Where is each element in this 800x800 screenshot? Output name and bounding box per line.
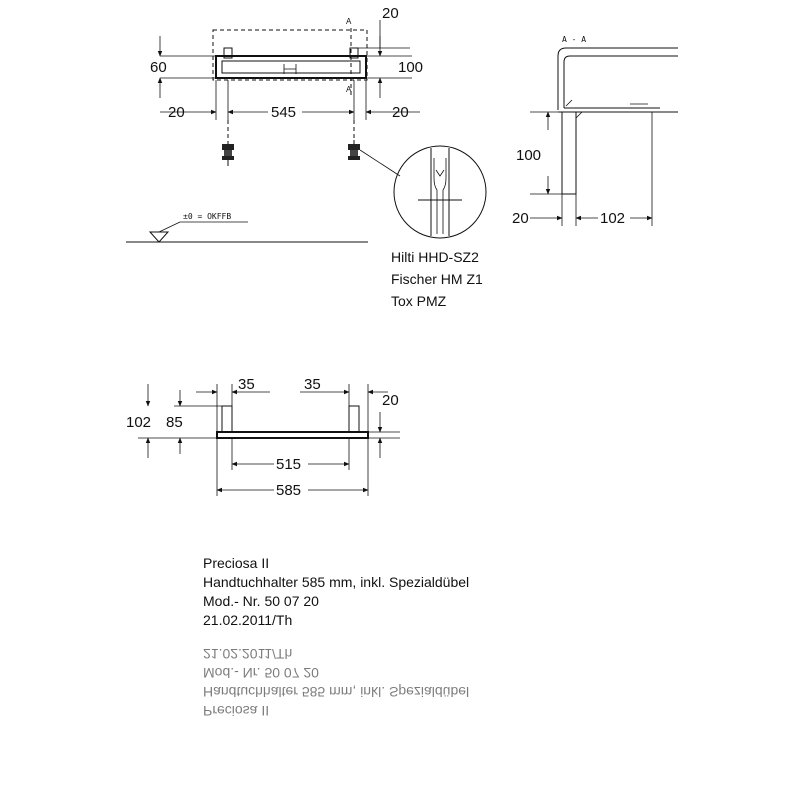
section-outer-contour xyxy=(558,48,678,110)
section-marker-top: A xyxy=(346,17,352,26)
fv-dim-35-right-label: 35 xyxy=(304,376,321,393)
section-details xyxy=(566,100,648,106)
anchor-plug-left xyxy=(222,144,234,166)
sec-dim-102-label: 102 xyxy=(600,210,626,227)
sec-dim-20-label: 20 xyxy=(512,210,529,227)
front-view-post-right xyxy=(349,406,359,432)
product-info-reflection xyxy=(203,644,469,720)
product-description: Handtuchhalter 585 mm, inkl. Spezialdübel xyxy=(203,574,470,590)
dim-20-top-label: 20 xyxy=(382,5,399,22)
anchor-list xyxy=(391,249,483,309)
dim-100-label: 100 xyxy=(398,59,424,76)
fv-dim-585-label: 585 xyxy=(276,482,302,499)
dim-545-label: 545 xyxy=(271,104,297,121)
drawing-date: 21.02.2011/Th xyxy=(203,612,293,628)
fv-dim-85-label: 85 xyxy=(166,414,183,431)
product-series: Preciosa II xyxy=(203,555,270,571)
section-inner-contour xyxy=(564,56,678,108)
product-model-number: Mod.- Nr. 50 07 20 xyxy=(203,593,319,609)
detail-leader xyxy=(360,150,400,176)
fv-dim-102-label: 102 xyxy=(126,414,152,431)
dim-20-right-label: 20 xyxy=(392,104,409,121)
anchor-detail xyxy=(394,146,486,238)
reflection-description: Handtuchhalter 585 mm, inkl. Spezialdübel xyxy=(203,684,470,700)
front-view xyxy=(126,376,400,499)
fv-dim-20-label: 20 xyxy=(382,392,399,409)
section-wall-bar xyxy=(562,112,576,194)
top-view-bar xyxy=(216,56,366,78)
section-marker-bottom: A xyxy=(346,85,352,94)
section-view xyxy=(512,35,678,227)
floor-marker xyxy=(126,212,368,242)
detail-circle xyxy=(394,146,486,238)
reflection-date: 21.02.2011/Th xyxy=(203,646,293,662)
top-view xyxy=(150,5,423,176)
sec-dim-100-label: 100 xyxy=(516,147,542,164)
detail-bolt-tip xyxy=(436,170,444,176)
floor-triangle-icon xyxy=(150,232,168,242)
dim-20-left-label: 20 xyxy=(168,104,185,121)
section-title: A - A xyxy=(562,35,587,44)
front-view-bar xyxy=(217,432,368,438)
anchor-plug-right xyxy=(348,140,360,160)
fv-dim-35-left-label: 35 xyxy=(238,376,255,393)
top-view-bar-inner xyxy=(222,61,360,73)
product-info xyxy=(203,554,469,630)
detail-bolt-inner xyxy=(434,158,446,234)
section-fillet xyxy=(576,112,582,118)
anchor-label-tox: Tox PMZ xyxy=(391,293,447,309)
floor-leader xyxy=(159,222,180,232)
anchor-label-fischer: Fischer HM Z1 xyxy=(391,271,483,287)
reflection-series: Preciosa II xyxy=(203,703,270,719)
reflection-model-number: Mod.- Nr. 50 07 20 xyxy=(203,665,319,681)
anchor-label-hilti: Hilti HHD-SZ2 xyxy=(391,249,479,265)
front-view-post-left xyxy=(222,406,232,432)
fv-dim-515-label: 515 xyxy=(276,456,302,473)
dim-60-label: 60 xyxy=(150,59,167,76)
floor-label: ±0 = OKFFB xyxy=(183,212,232,221)
